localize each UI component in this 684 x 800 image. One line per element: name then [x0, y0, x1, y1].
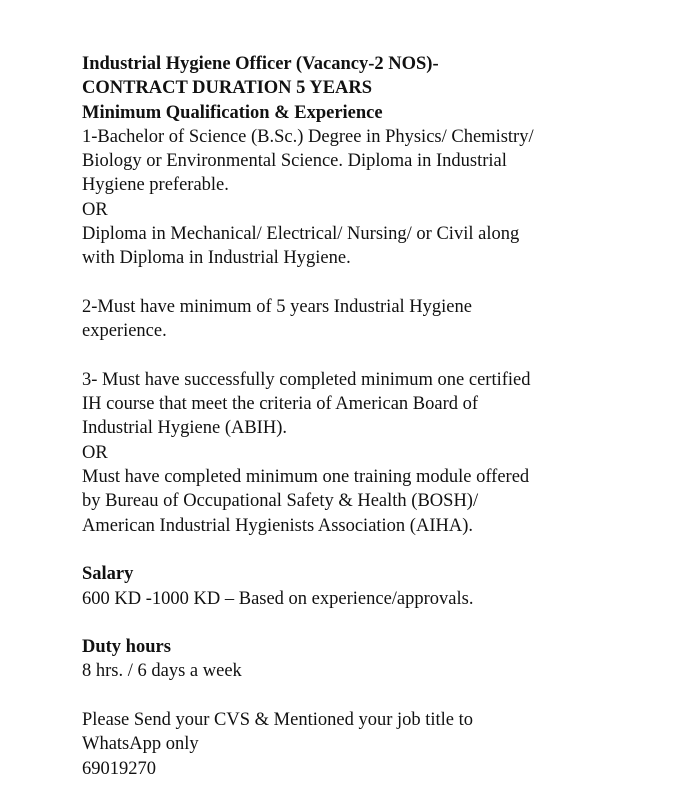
qualification-3-alt-line: American Industrial Hygienists Association (AIHA). [82, 515, 473, 536]
qualification-3-line: Industrial Hygiene (ABIH). [82, 418, 287, 439]
qualification-2-line: 2-Must have minimum of 5 years Industrial Hygiene [82, 296, 472, 317]
spacer [82, 344, 642, 368]
job-title-line-2: CONTRACT DURATION 5 YEARS [82, 78, 373, 99]
contact-phone-number: 69019270 [82, 758, 156, 779]
spacer [82, 611, 642, 635]
qualification-3-or: OR [82, 442, 108, 463]
qualification-3-alt-line: by Bureau of Occupational Safety & Health (BOSH)/ [82, 491, 479, 512]
qualification-3-line: IH course that meet the criteria of American Board of [82, 394, 479, 415]
qualification-3-alt-line: Must have completed minimum one training module offered [82, 467, 530, 488]
qualification-3-line: 3- Must have successfully completed minimum one certified [82, 369, 531, 390]
duty-hours-section [82, 635, 642, 684]
job-posting-content [82, 52, 642, 781]
qualification-1 [82, 125, 642, 271]
spacer [82, 271, 642, 295]
qualification-3 [82, 368, 642, 538]
qualification-1-or: OR [82, 199, 108, 220]
contact-channel: WhatsApp only [82, 734, 199, 755]
contact-instruction: Please Send your CVS & Mentioned your job title to [82, 710, 474, 731]
salary-heading: Salary [82, 564, 134, 585]
duty-hours-heading: Duty hours [82, 637, 171, 658]
salary-value: 600 KD -1000 KD – Based on experience/approvals. [82, 588, 474, 609]
qualification-1-line: Hygiene preferable. [82, 175, 229, 196]
spacer [82, 684, 642, 708]
qualification-2-line: experience. [82, 321, 167, 342]
job-title-line-1: Industrial Hygiene Officer (Vacancy-2 NOS)- [82, 54, 439, 74]
salary-section [82, 562, 642, 611]
qualification-heading: Minimum Qualification & Experience [82, 102, 383, 123]
contact-section [82, 708, 642, 781]
qualification-2 [82, 295, 642, 344]
header-block [82, 52, 642, 125]
spacer [82, 538, 642, 562]
qualification-1-alt-line: with Diploma in Industrial Hygiene. [82, 248, 351, 269]
duty-hours-value: 8 hrs. / 6 days a week [82, 661, 242, 682]
qualification-1-alt-line: Diploma in Mechanical/ Electrical/ Nursing/ or Civil along [82, 224, 520, 245]
qualification-1-line: Biology or Environmental Science. Diploma in Industrial [82, 151, 507, 172]
qualification-1-line: 1-Bachelor of Science (B.Sc.) Degree in Physics/ Chemistry/ [82, 126, 534, 147]
